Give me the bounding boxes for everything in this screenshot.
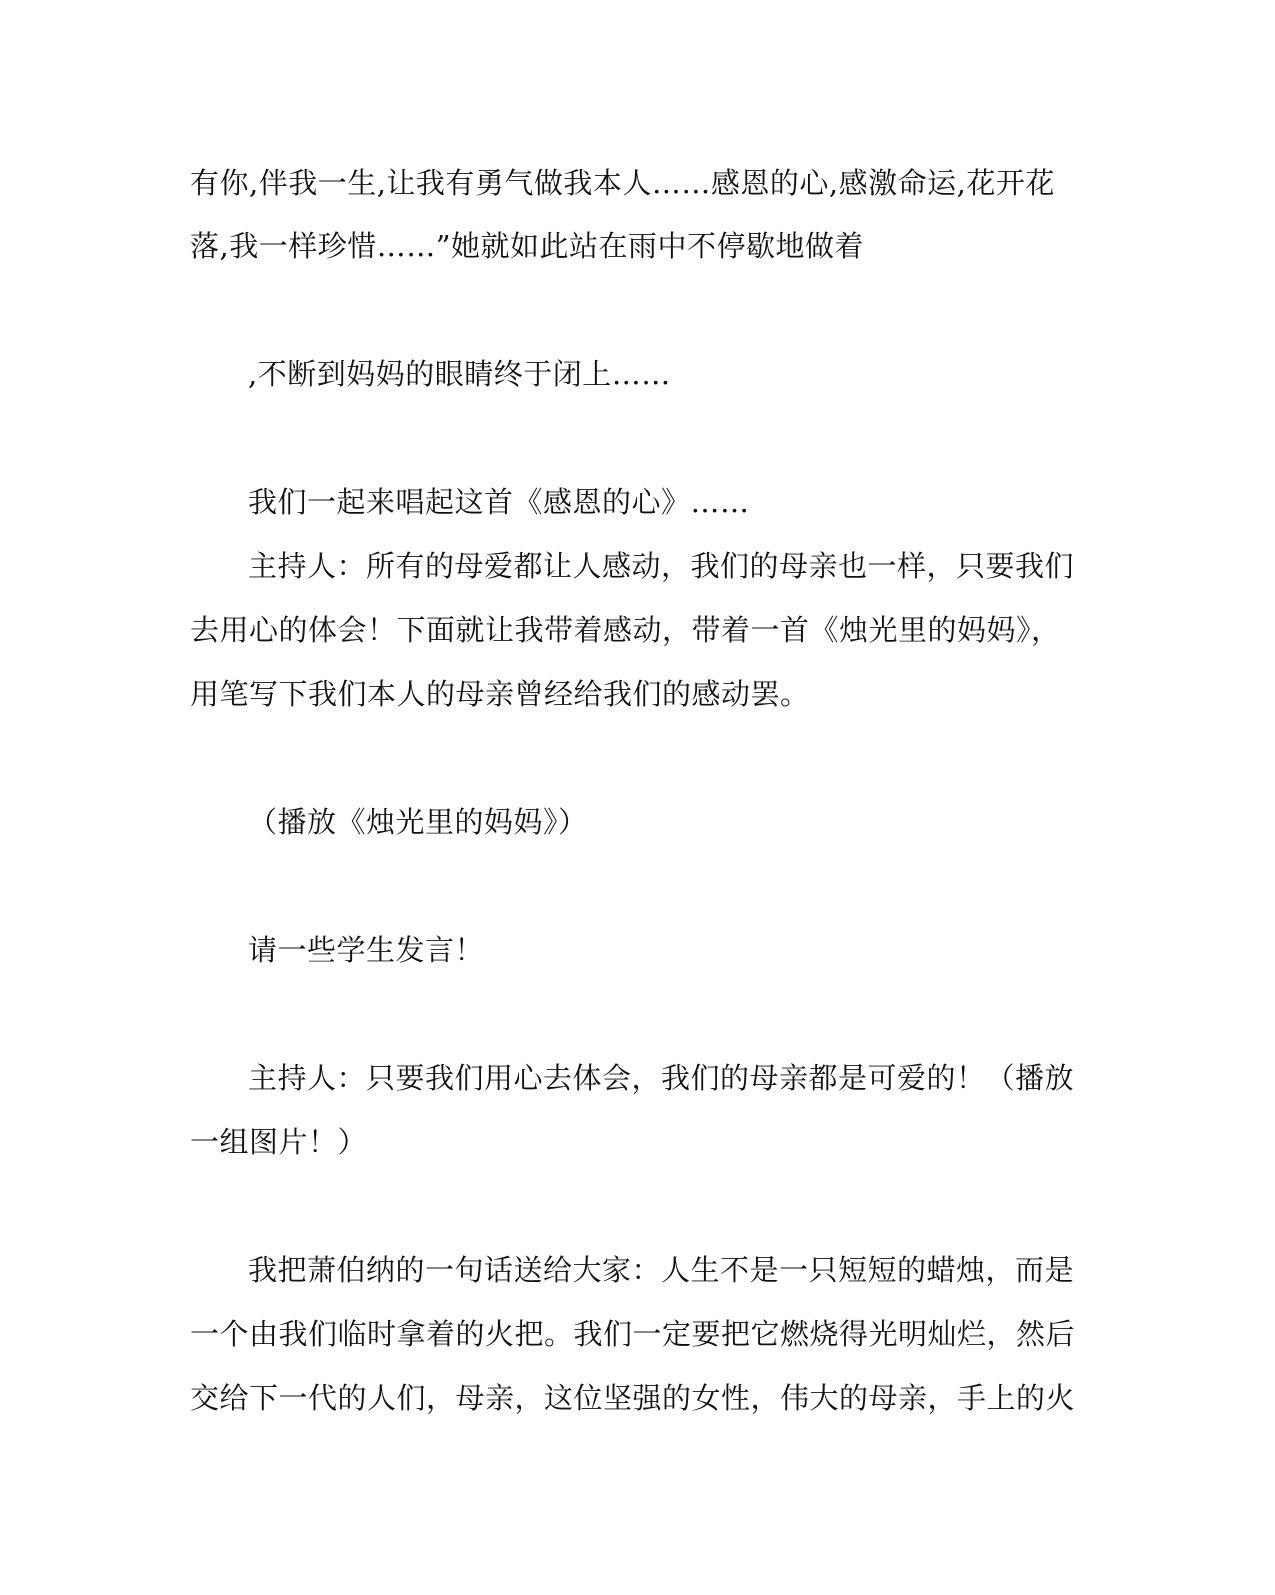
text-line: 交给下一代的人们，母亲，这位坚强的女性，伟大的母亲，手上的火	[190, 1381, 1076, 1415]
text-line: 用笔写下我们本人的母亲曾经给我们的感动罢。	[190, 677, 810, 711]
text-line: 我把萧伯纳的一句话送给大家：人生不是一只短短的蜡烛，而是	[248, 1253, 1075, 1287]
text-line: 主持人：所有的母爱都让人感动，我们的母亲也一样，只要我们	[248, 549, 1075, 583]
text-line: 一组图片！）	[190, 1125, 368, 1159]
text-line: （播放《烛光里的妈妈》）	[248, 805, 588, 839]
text-line: 请一些学生发言！	[248, 933, 485, 967]
text-line: 落,我一样珍惜……”她就如此站在雨中不停歇地做着	[190, 229, 865, 263]
text-line: 我们一起来唱起这首《感恩的心》……	[248, 485, 750, 519]
text-line: 主持人：只要我们用心去体会，我们的母亲都是可爱的！（播放	[248, 1061, 1075, 1095]
text-line: 去用心的体会！下面就让我带着感动，带着一首《烛光里的妈妈》，	[190, 613, 1061, 647]
text-line: 一个由我们临时拿着的火把。我们一定要把它燃烧得光明灿烂，然后	[190, 1317, 1076, 1351]
text-line: 有你,伴我一生,让我有勇气做我本人……感恩的心,感激命运,花开花	[190, 166, 1055, 200]
text-line: ,不断到妈妈的眼睛终于闭上……	[248, 357, 671, 391]
